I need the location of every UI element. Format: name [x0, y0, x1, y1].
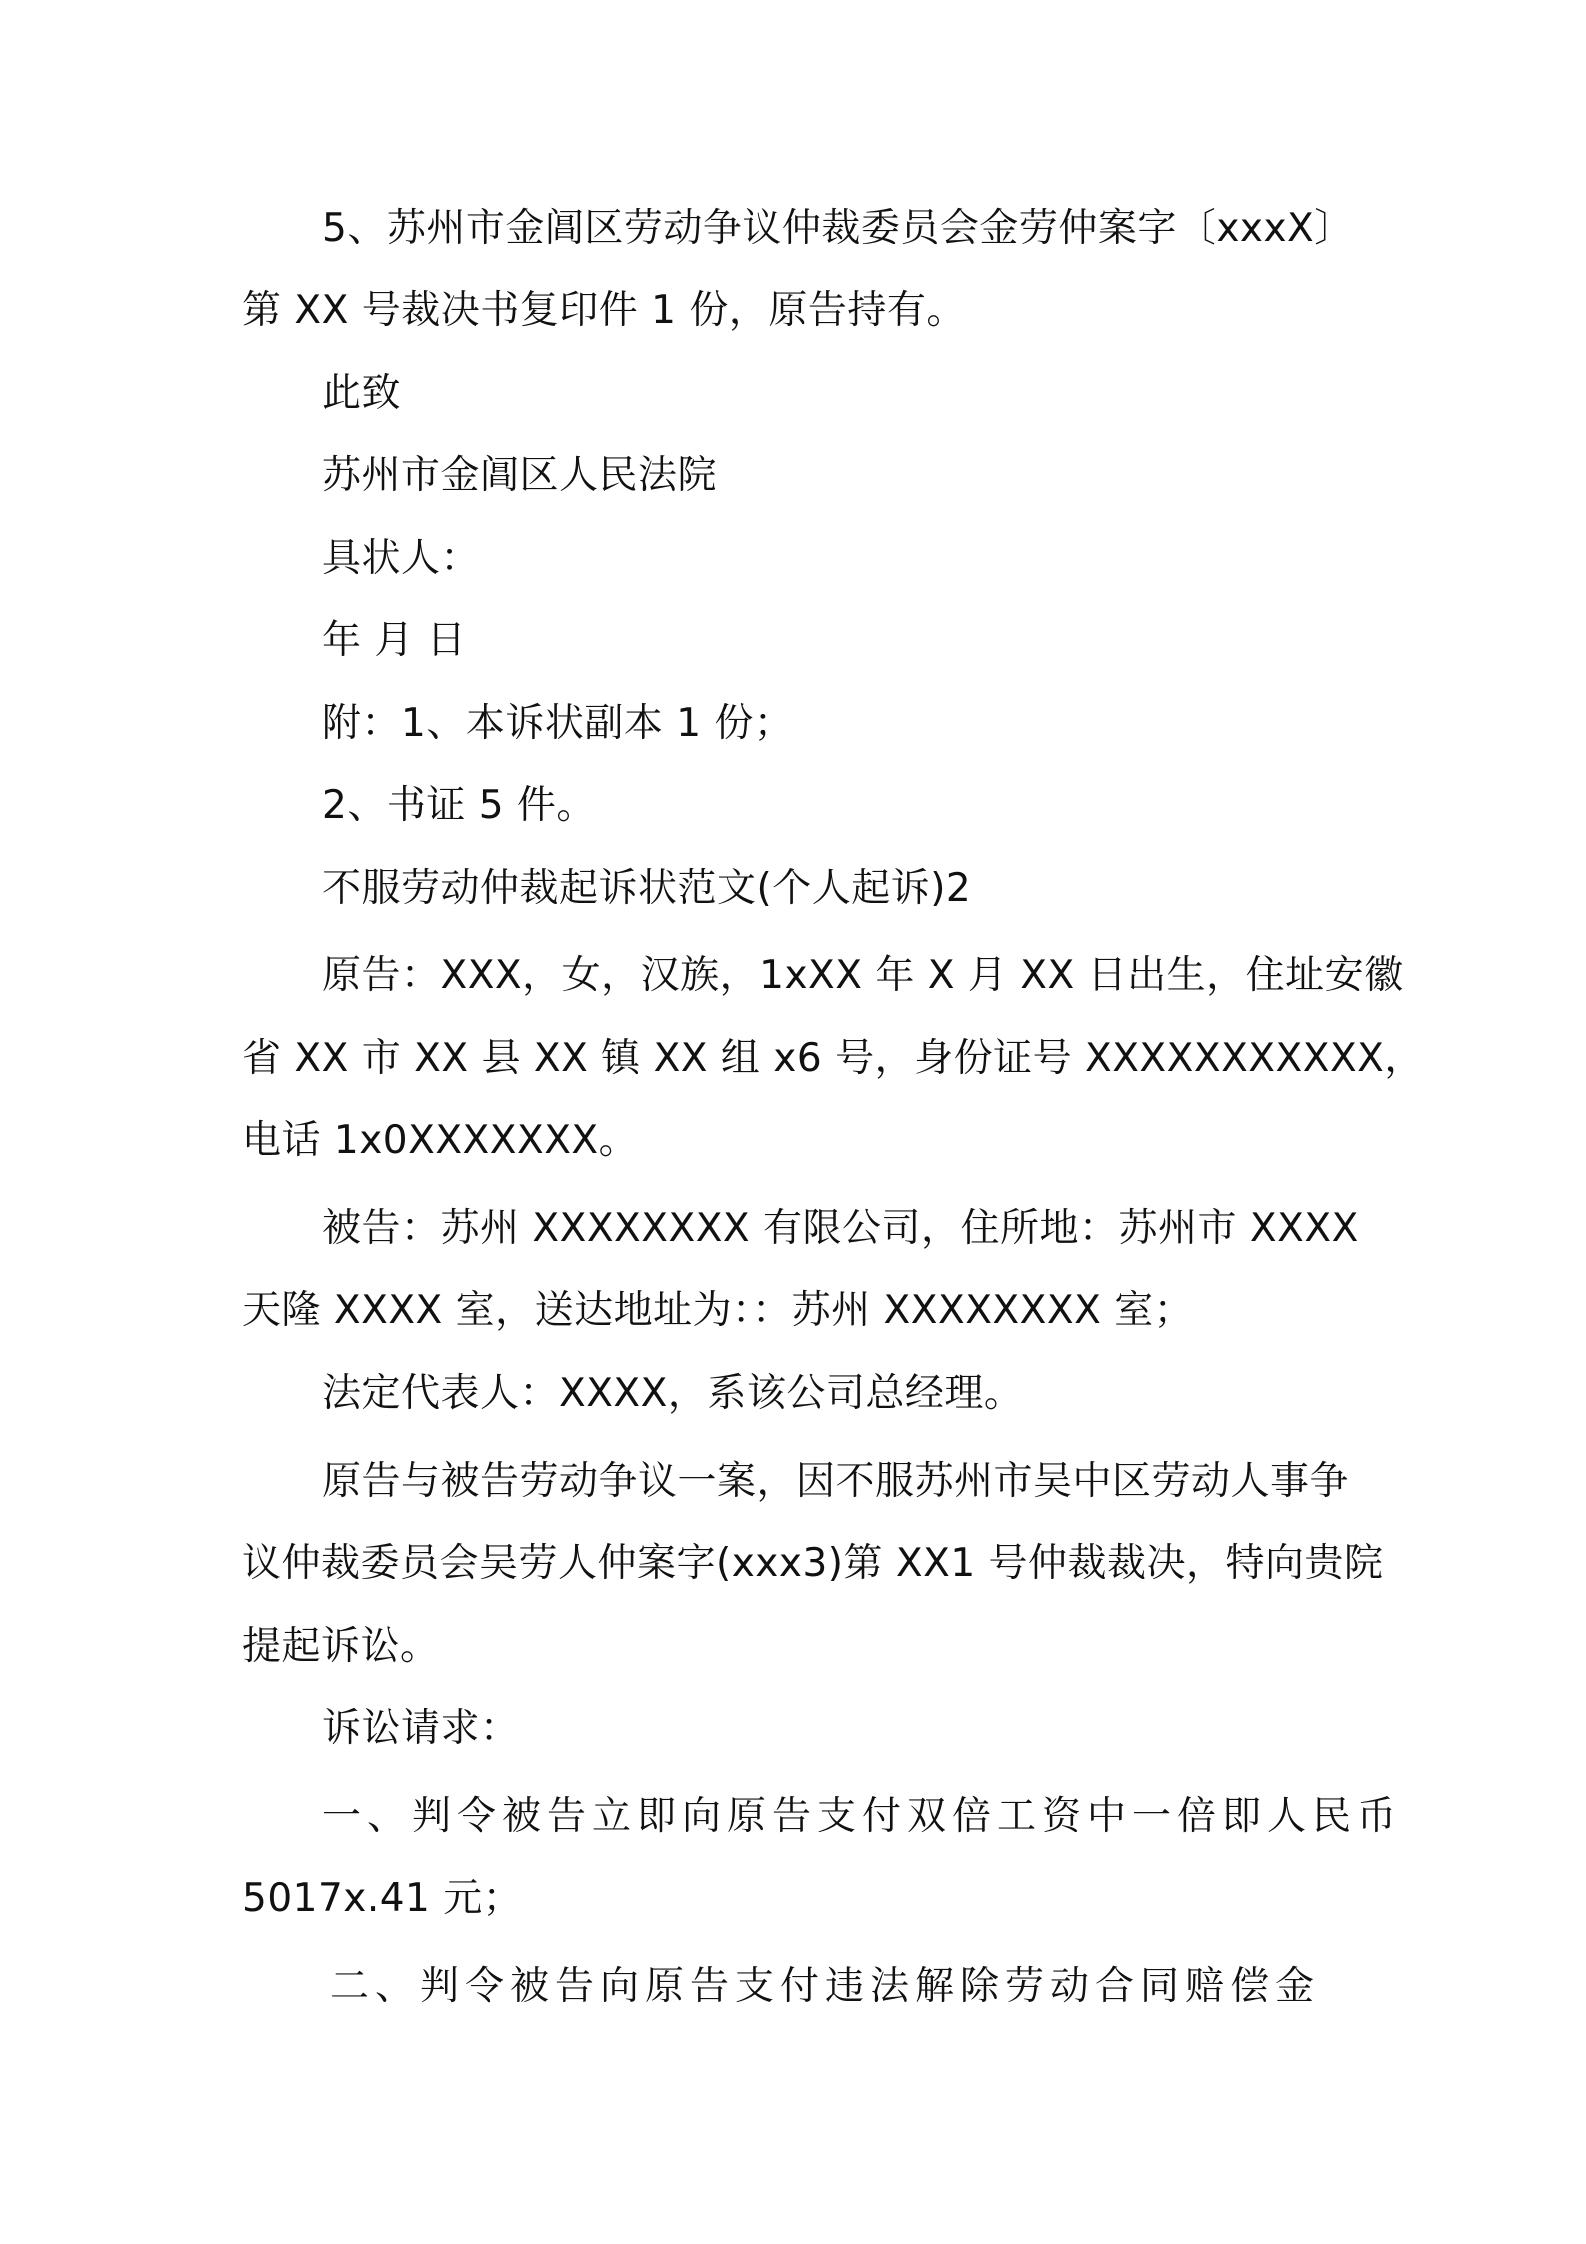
text-line-11: 省 XX 市 XX 县 XX 镇 XX 组 x6 号，身份证号 XXXXXXXXXXX，: [242, 1036, 1424, 1081]
text-line-16: 原告与被告劳动争议一案，因不服苏州市吴中区劳动人事争: [322, 1459, 1350, 1504]
text-line-4: 苏州市金阊区人民法院: [322, 453, 718, 498]
text-line-1: 5、苏州市金阊区劳动争议仲裁委员会金劳仲案字〔xxxX〕: [322, 206, 1354, 251]
text-line-9: 不服劳动仲裁起诉状范文(个人起诉)2: [322, 866, 972, 911]
text-line-5: 具状人：: [322, 536, 481, 581]
text-line-2: 第 XX 号裁决书复印件 1 份，原告持有。: [242, 288, 966, 333]
text-line-19: 诉讼请求：: [322, 1706, 520, 1751]
text-line-17: 议仲裁委员会吴劳人仲案字(xxx3)第 XX1 号仲裁裁决，特向贵院: [242, 1541, 1384, 1586]
text-line-8: 2、书证 5 件。: [322, 783, 596, 828]
text-line-18: 提起诉讼。: [242, 1624, 440, 1669]
text-line-13: 被告：苏州 XXXXXXXX 有限公司，住所地：苏州市 XXXX: [322, 1206, 1359, 1251]
text-line-14: 天隆 XXXX 室，送达地址为：：苏州 XXXXXXXX 室；: [242, 1288, 1194, 1333]
text-line-12: 电话 1x0XXXXXXX。: [242, 1118, 639, 1163]
text-line-3: 此致: [322, 371, 402, 416]
text-line-20: 一、判令被告立即向原告支付双倍工资中一倍即人民币: [322, 1794, 1403, 1839]
text-line-21: 5017x.41 元；: [242, 1876, 523, 1921]
text-line-10: 原告：XXX，女，汉族，1xXX 年 X 月 XX 日出生，住址安徽: [322, 953, 1404, 998]
text-line-6: 年 月 日: [322, 618, 467, 663]
text-line-15: 法定代表人：XXXX，系该公司总经理。: [322, 1371, 1024, 1416]
text-line-7: 附：1、本诉状副本 1 份；: [322, 701, 794, 746]
text-line-22: 二、判令被告向原告支付违法解除劳动合同赔偿金: [330, 1964, 1321, 2009]
